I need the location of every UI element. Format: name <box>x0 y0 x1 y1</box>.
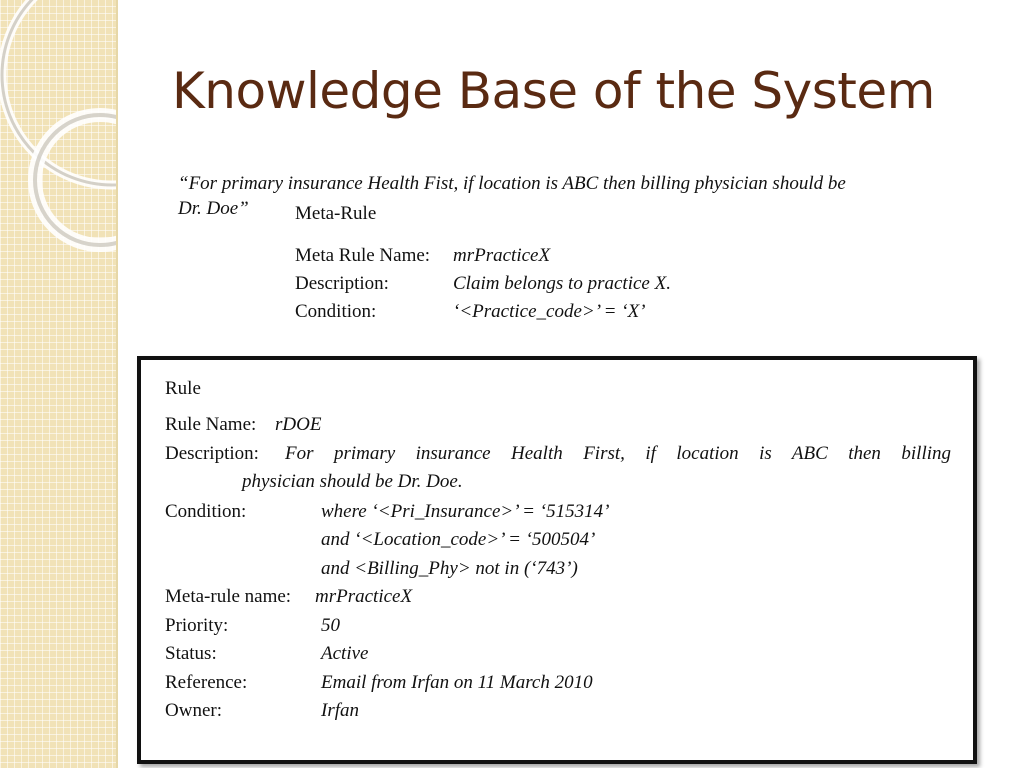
rule-description-line-2: physician should be Dr. Doe. <box>242 471 463 492</box>
rule-condition-line-3: and <Billing_Phy> not in (‘743’) <box>321 557 578 579</box>
sidebar-divider <box>116 0 118 768</box>
decorative-sidebar <box>0 0 116 768</box>
rule-status-row <box>165 640 951 669</box>
rule-box <box>137 356 977 764</box>
slide-title: Knowledge Base of the System <box>172 62 935 120</box>
meta-rule-condition-label: Condition: <box>295 301 377 322</box>
meta-rule-description-label: Description: <box>295 273 389 294</box>
meta-rule-description-value: Claim belongs to practice X. <box>453 273 671 294</box>
rule-owner-row <box>165 697 951 726</box>
rule-condition-row <box>165 498 951 527</box>
rule-meta-rule-value: mrPracticeX <box>315 586 413 607</box>
quote-line-2: Dr. Doe” <box>178 198 249 219</box>
rule-status-value: Active <box>321 643 369 664</box>
rule-status-label: Status: <box>165 643 217 664</box>
rule-condition-row-3 <box>165 555 951 584</box>
meta-rule-condition-value: ‘<Practice_code>’ = ‘X’ <box>453 301 646 322</box>
rule-description-label: Description: <box>165 442 259 464</box>
meta-rule-name-row <box>295 242 895 270</box>
rule-name-row <box>165 411 951 440</box>
rule-condition-line-2: and ‘<Location_code>’ = ‘500504’ <box>321 529 596 550</box>
rule-reference-label: Reference: <box>165 671 248 693</box>
rule-owner-value: Irfan <box>321 700 359 721</box>
meta-rule-condition-row <box>295 298 895 326</box>
rule-content <box>165 374 951 726</box>
rule-condition-label: Condition: <box>165 500 247 522</box>
rule-description-line-1: For primary insurance Health First, if location is ABC then billing <box>285 442 951 464</box>
rule-name-label: Rule Name: <box>165 414 257 435</box>
meta-rule-block <box>295 200 895 326</box>
meta-rule-heading: Meta-Rule <box>295 203 377 224</box>
rule-priority-row <box>165 612 951 641</box>
rule-condition-line-1: where ‘<Pri_Insurance>’ = ‘515314’ <box>321 500 610 522</box>
quote-line-1: “For primary insurance Health Fist, if location is ABC then billing physician should be <box>178 173 846 194</box>
rule-owner-label: Owner: <box>165 700 222 721</box>
rule-priority-label: Priority: <box>165 614 229 636</box>
rule-reference-row <box>165 669 951 698</box>
rule-meta-rule-label: Meta-rule name: <box>165 586 292 607</box>
meta-rule-name-value: mrPracticeX <box>453 245 551 266</box>
rule-reference-value: Email from Irfan on 11 March 2010 <box>321 671 593 693</box>
rule-name-value: rDOE <box>275 414 322 435</box>
rule-condition-row-2 <box>165 526 951 555</box>
decorative-rings <box>0 0 116 768</box>
rule-meta-rule-row <box>165 583 951 612</box>
rule-priority-value: 50 <box>321 614 340 636</box>
rule-heading: Rule <box>165 378 201 399</box>
meta-rule-name-label: Meta Rule Name: <box>295 245 431 266</box>
meta-rule-description-row <box>295 270 895 298</box>
rule-description-row <box>165 440 951 498</box>
